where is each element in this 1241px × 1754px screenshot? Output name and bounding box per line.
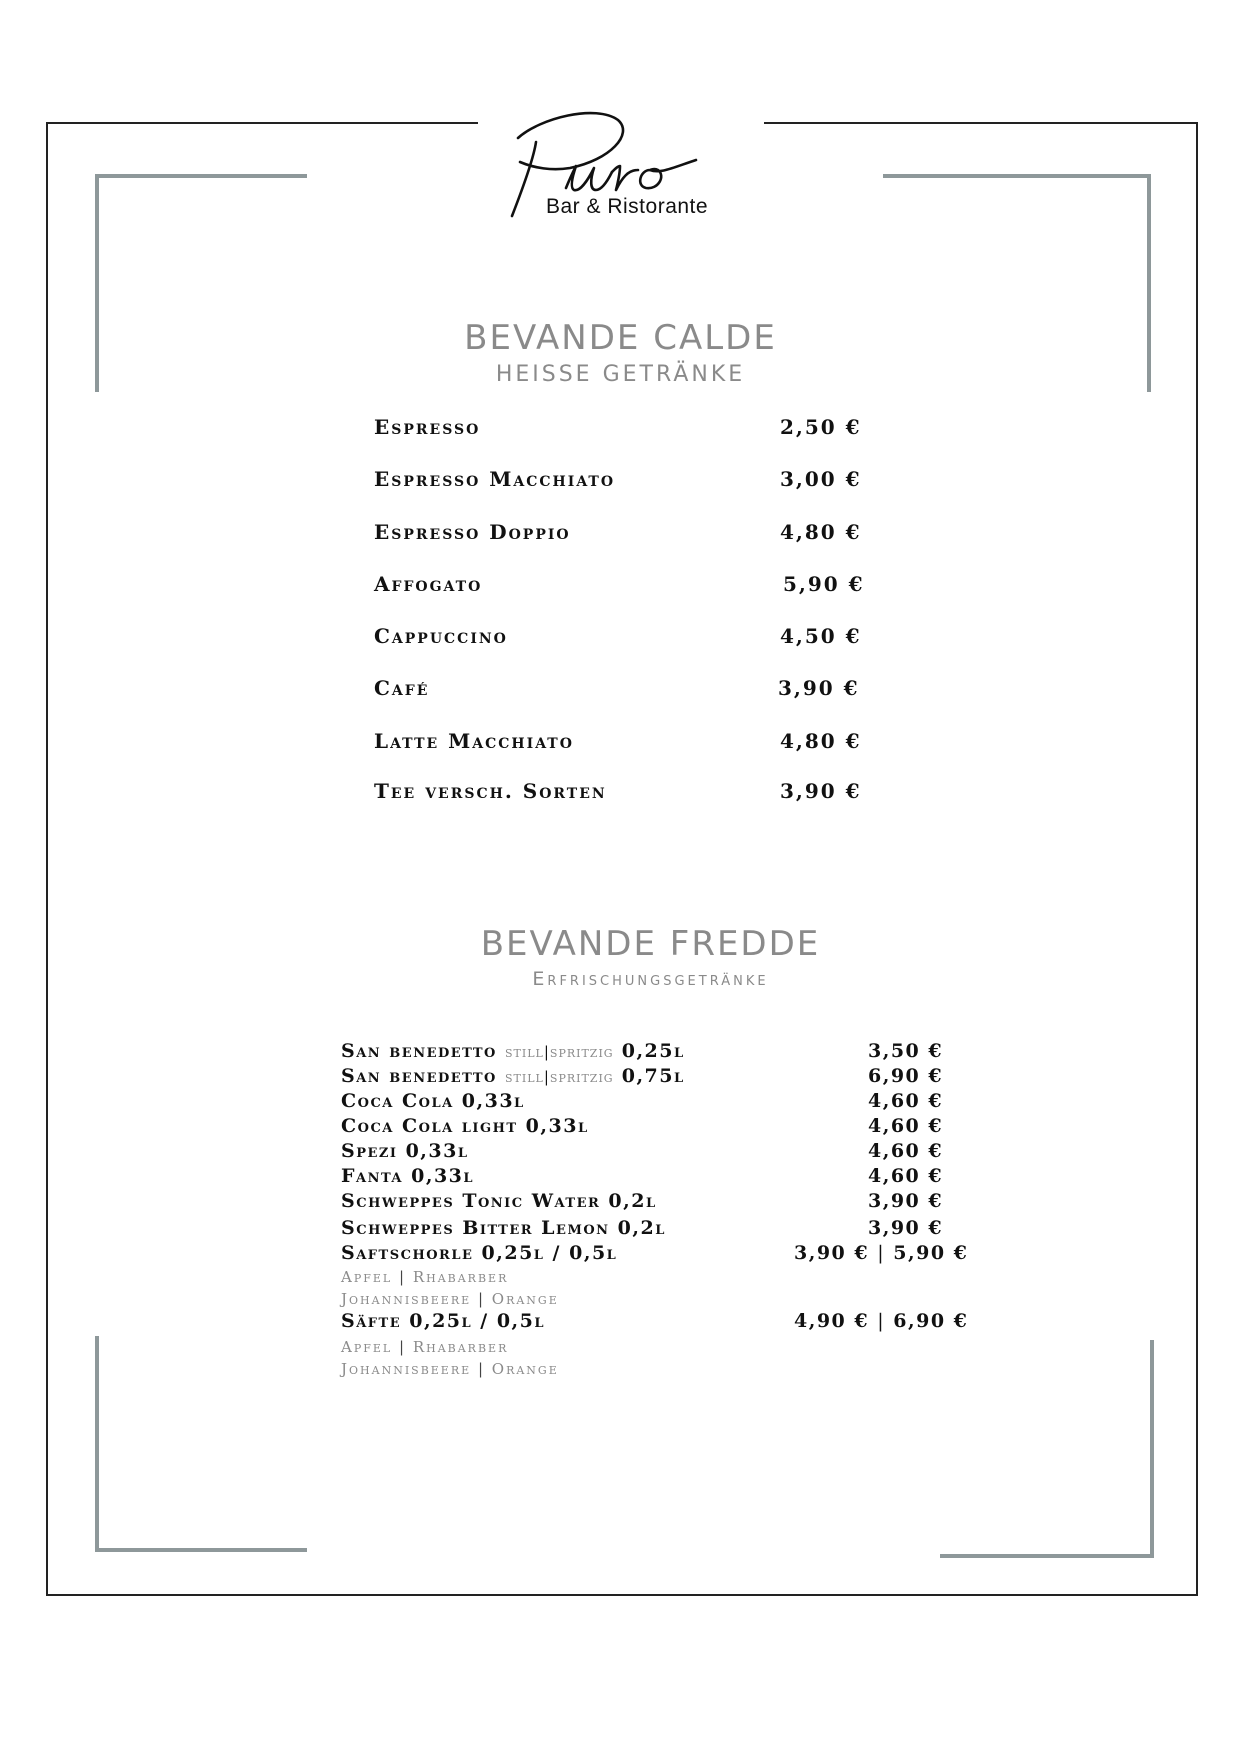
menu-item-name-text: San benedetto (341, 1065, 497, 1087)
menu-item-name: Latte Macchiato (374, 729, 574, 753)
flavor: Johannisbeere (341, 1290, 472, 1308)
menu-item-size: 0,75l (621, 1065, 685, 1087)
flavor-separator: | (398, 1268, 407, 1286)
menu-item-name: Espresso (374, 415, 481, 439)
flavor-line (341, 1360, 559, 1378)
menu-item-name-text: San benedetto (341, 1040, 497, 1062)
price-small: 4,90 € (794, 1310, 870, 1332)
corner-top-left (95, 174, 307, 392)
menu-item-price: 4,80 € (780, 520, 862, 544)
menu-item-price: 3,90 € (778, 676, 860, 700)
price-large: 5,90 € (893, 1242, 969, 1264)
price-small: 3,90 € (794, 1242, 870, 1264)
option-sparkling: spritzig (549, 1068, 614, 1086)
cold-section-title: BEVANDE FREDDE (480, 924, 821, 964)
menu-item-price: 3,50 € (868, 1040, 944, 1062)
hot-section-subtitle: HEISSE GETRÄNKE (495, 362, 746, 387)
menu-item-name: Café (374, 676, 430, 700)
option-still: still (505, 1043, 544, 1061)
corner-bottom-right (940, 1340, 1154, 1558)
menu-item-name: Espresso Doppio (374, 520, 571, 544)
menu-item-name: Espresso Macchiato (374, 467, 616, 491)
option-separator: | (543, 1043, 550, 1061)
option-sparkling: spritzig (549, 1043, 614, 1061)
menu-item-size: 0,25l (621, 1040, 685, 1062)
flavor-separator: | (477, 1290, 485, 1308)
menu-item-name: Tee versch. Sorten (374, 779, 607, 803)
corner-bottom-left (95, 1336, 307, 1552)
flavor-line (341, 1268, 508, 1286)
price-separator: | (877, 1242, 886, 1264)
menu-item-name: Saftschorle 0,25l / 0,5l (341, 1242, 618, 1264)
menu-item-name: Schweppes Tonic Water 0,2l (341, 1190, 657, 1212)
menu-item-price: 4,80 € (780, 729, 862, 753)
flavor-line (341, 1290, 559, 1308)
flavor: Rhabarber (412, 1268, 509, 1286)
menu-item-price: 4,60 € (868, 1090, 944, 1112)
menu-item-name: Fanta 0,33l (341, 1165, 475, 1187)
menu-item-price: 6,90 € (868, 1065, 944, 1087)
cold-section-subtitle: Erfrischungsgetränke (532, 968, 769, 990)
menu-item-name (341, 1065, 685, 1087)
menu-item-price: 3,00 € (780, 467, 862, 491)
menu-item-price: 4,60 € (868, 1165, 944, 1187)
flavor-line (341, 1338, 508, 1356)
corner-top-right (883, 174, 1151, 392)
menu-item-price: 3,90 € (780, 779, 862, 803)
menu-item-price: 3,90 € (868, 1190, 944, 1212)
option-still: still (505, 1068, 544, 1086)
menu-item-name: Spezi 0,33l (341, 1140, 469, 1162)
menu-item-name: Cappuccino (374, 624, 508, 648)
menu-item-price: 4,60 € (868, 1140, 944, 1162)
flavor: Johannisbeere (341, 1360, 472, 1378)
menu-item-price (794, 1242, 968, 1264)
flavor: Apfel (341, 1338, 393, 1356)
menu-item-price: 3,90 € (868, 1217, 944, 1239)
logo-subtitle: Bar & Ristorante (546, 195, 709, 218)
menu-item-name: Coca Cola light 0,33l (341, 1115, 589, 1137)
hot-section-title: BEVANDE CALDE (464, 318, 777, 358)
menu-item-name: Affogato (374, 572, 483, 596)
flavor: Orange (491, 1360, 559, 1378)
price-separator: | (877, 1310, 886, 1332)
menu-item-price (794, 1310, 968, 1332)
option-separator: | (543, 1068, 550, 1086)
flavor-separator: | (477, 1360, 485, 1378)
flavor: Apfel (341, 1268, 393, 1286)
flavor: Rhabarber (412, 1338, 509, 1356)
flavor-separator: | (398, 1338, 407, 1356)
menu-item-price: 5,90 € (783, 572, 865, 596)
menu-item-name: Säfte 0,25l / 0,5l (341, 1310, 546, 1332)
menu-item-name: Coca Cola 0,33l (341, 1090, 525, 1112)
menu-item-name (341, 1040, 685, 1062)
price-large: 6,90 € (893, 1310, 969, 1332)
menu-item-price: 2,50 € (780, 415, 862, 439)
menu-item-name: Schweppes Bitter Lemon 0,2l (341, 1217, 666, 1239)
flavor: Orange (491, 1290, 559, 1308)
menu-item-price: 4,60 € (868, 1115, 944, 1137)
menu-item-price: 4,50 € (780, 624, 862, 648)
